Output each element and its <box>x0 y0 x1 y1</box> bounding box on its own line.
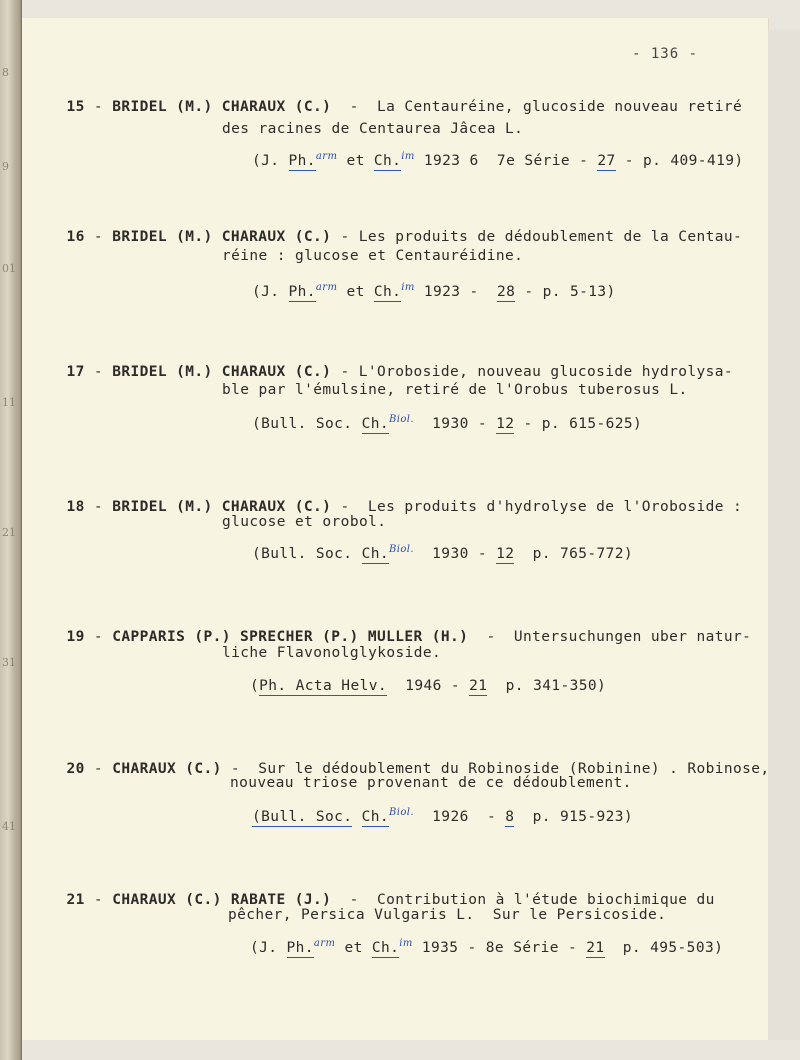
binder-mark: 41 <box>2 820 16 833</box>
entry-title-line2: glucose et orobol. <box>222 514 387 530</box>
entry-title-line1: Les produits d'hydrolyse de l'Oroboside : <box>367 499 743 515</box>
entry-reference: (Ph. Acta Helv. 1946 - 21 p. 341-350) <box>250 678 607 694</box>
entry-authors: BRIDEL (M.) CHARAUX (C.) <box>112 229 332 245</box>
entry-title-line1: Les produits de dédoublement de la Centau- <box>358 229 743 245</box>
entry-title-line2: des racines de Centaurea Jâcea L. <box>222 121 524 137</box>
entry-authors: CHARAUX (C.) RABATE (J.) <box>112 892 332 908</box>
entry-title-line2: pêcher, Persica Vulgaris L. Sur le Persicoside. <box>228 907 667 923</box>
binder-mark: 01 <box>2 262 16 275</box>
entry-authors: CHARAUX (C.) <box>112 761 222 777</box>
entry-reference: (J. Ph.$^{arm}$ et Ch.$^{im}$ 1923 6 7e Série - 27 - p. 409-419) <box>252 151 744 169</box>
binder-mark: 11 <box>2 396 16 409</box>
entry-title-line1: Untersuchungen uber natur- <box>513 629 752 645</box>
entry-title-line2: nouveau triose provenant de ce dédoublement. <box>230 775 632 791</box>
entry-title-line1: Sur le dédoublement du Robinoside (Robinine) . Robinose, <box>258 761 770 777</box>
entry-title-line2: ble par l'émulsine, retiré de l'Orobus tuberosus L. <box>222 382 688 398</box>
entry-reference: (Bull. Soc. Ch.$^{Biol.}$ 1930 - 12 p. 765-772) <box>252 544 634 562</box>
entry-reference: (J. Ph.$^{arm}$ et Ch.$^{im}$ 1935 - 8e Série - 21 p. 495-503) <box>250 938 724 956</box>
entry-authors: CAPPARIS (P.) SPRECHER (P.) MULLER (H.) <box>112 629 469 645</box>
binder-mark: 8 <box>2 66 9 79</box>
entry-title-line1: L'Oroboside, nouveau glucoside hydrolysa- <box>358 364 734 380</box>
entry-title-line1: Contribution à l'étude biochimique du <box>376 892 715 908</box>
binder-mark: 21 <box>2 526 16 539</box>
entry-number: 21 <box>66 892 85 908</box>
entry-reference: (Bull. Soc. Ch.$^{Biol.}$ 1926 - 8 p. 915-923) <box>252 807 634 825</box>
entry-number: 18 <box>66 499 85 515</box>
entry-authors: BRIDEL (M.) CHARAUX (C.) <box>112 364 332 380</box>
page-edge <box>768 30 800 1040</box>
entry-number: 17 <box>66 364 85 380</box>
entry-number: 15 <box>66 99 85 115</box>
entry-number: 16 <box>66 229 85 245</box>
page-number: - 136 - <box>632 46 699 62</box>
entry-reference: (Bull. Soc. Ch.$^{Biol.}$ 1930 - 12 - p. 615-625) <box>252 414 643 432</box>
entry-number: 20 <box>66 761 85 777</box>
entry-title-line1: La Centauréine, glucoside nouveau retiré <box>376 99 743 115</box>
entry-authors: BRIDEL (M.) CHARAUX (C.) <box>112 99 332 115</box>
entry-title-line2: liche Flavonolglykoside. <box>222 645 442 661</box>
binder-mark: 9 <box>2 160 9 173</box>
binder-mark: 31 <box>2 656 16 669</box>
binder-spine <box>0 0 22 1060</box>
entry-number: 19 <box>66 629 85 645</box>
entry-title-line2: réine : glucose et Centauréidine. <box>222 248 524 264</box>
entry-authors: BRIDEL (M.) CHARAUX (C.) <box>112 499 332 515</box>
entry-reference: (J. Ph.$^{arm}$ et Ch.$^{im}$ 1923 - 28 - p. 5-13) <box>252 282 616 300</box>
